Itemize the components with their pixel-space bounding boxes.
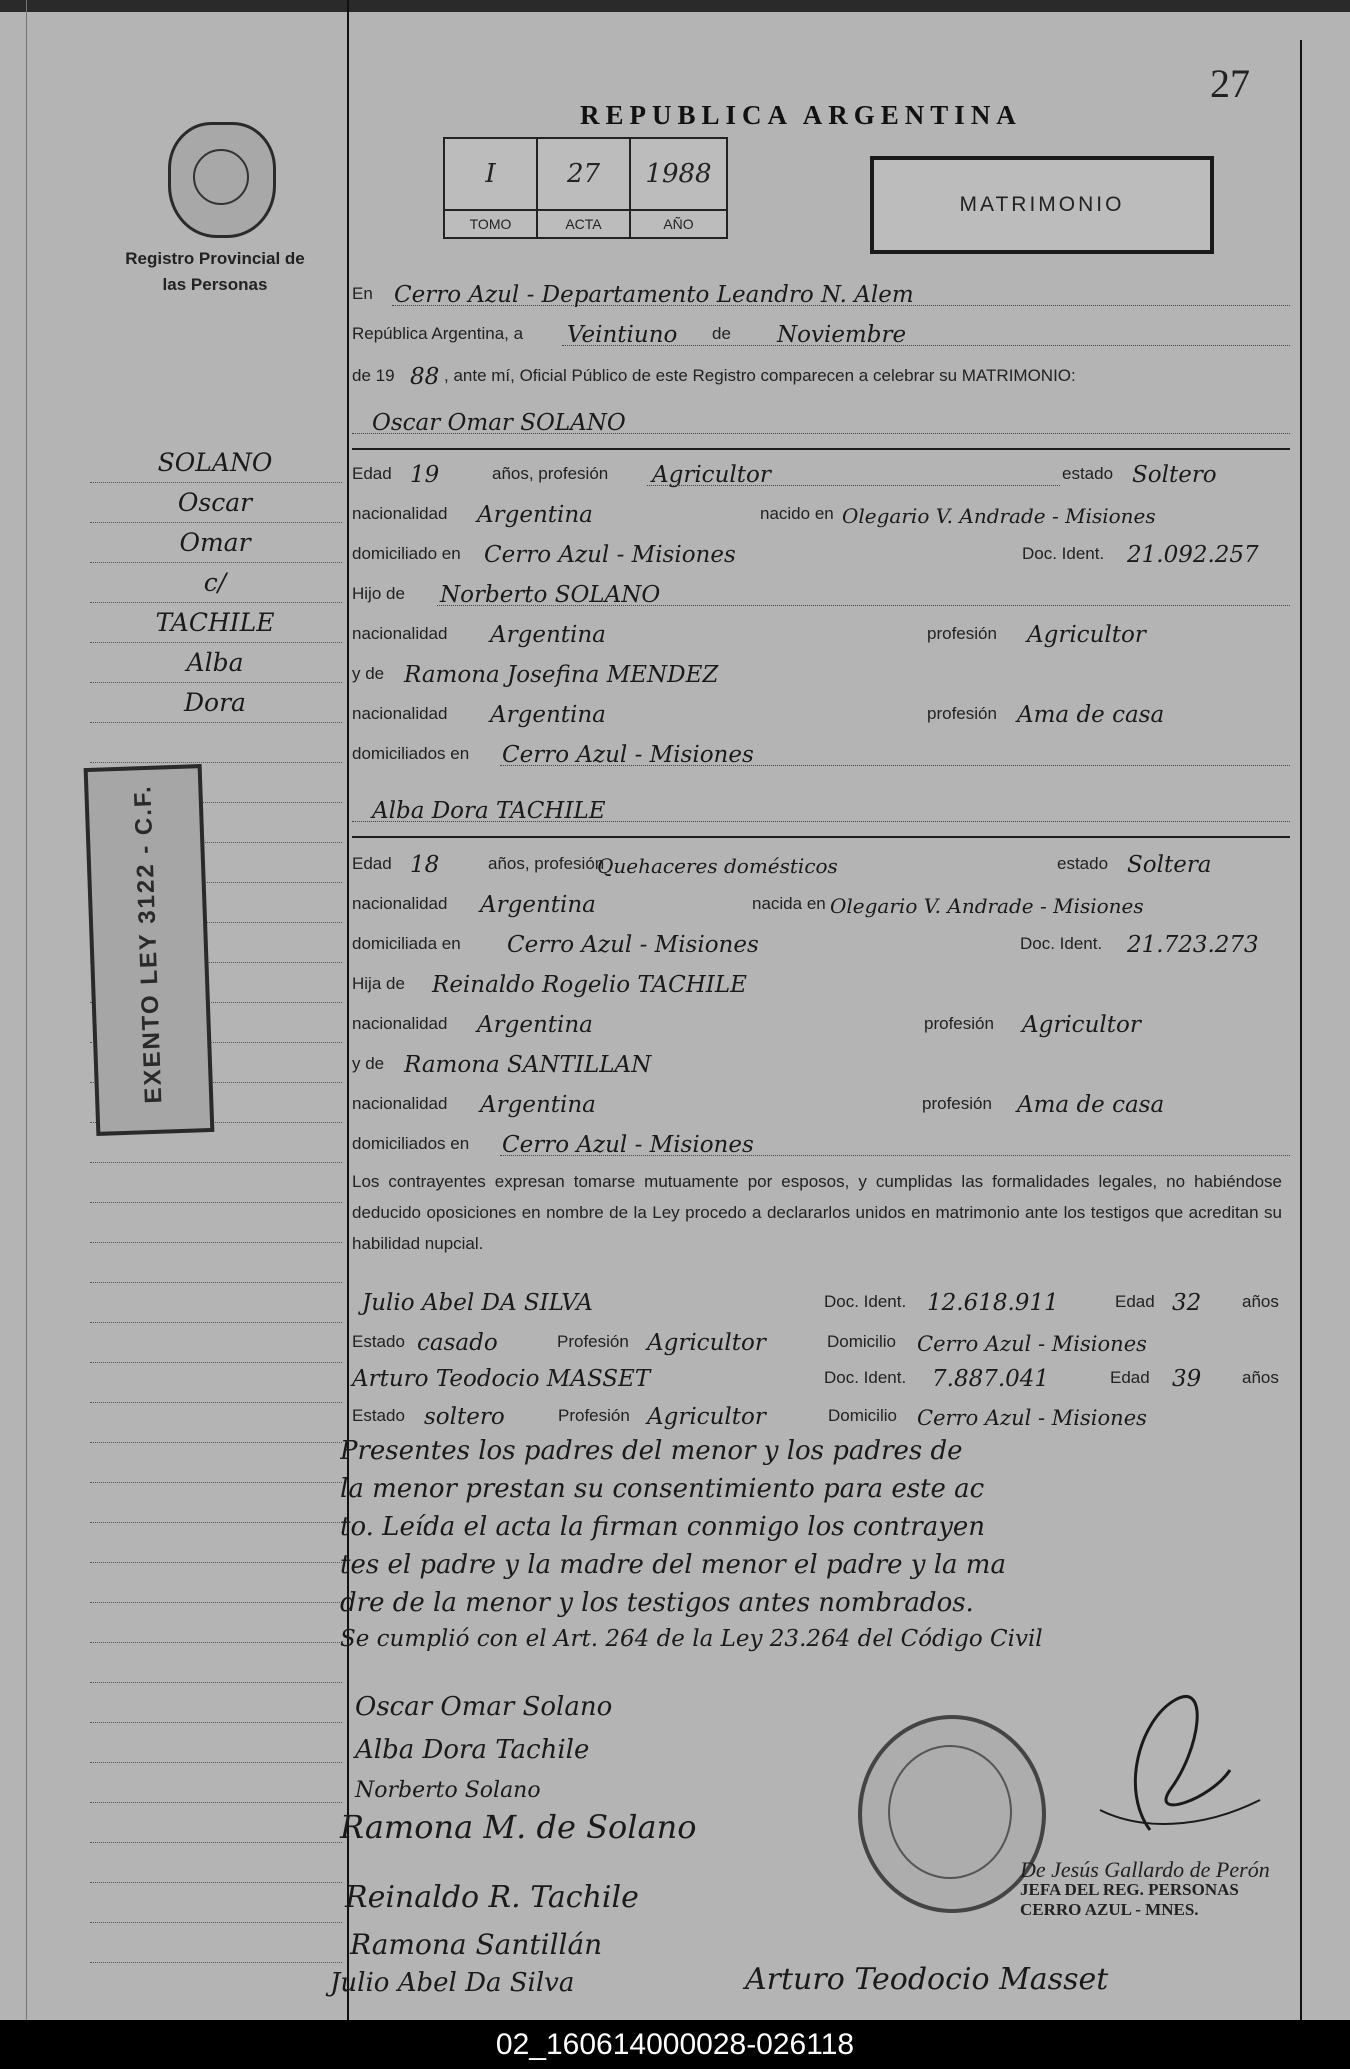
- witness-1-row: Julio Abel DA SILVA Doc. Ident. 12.618.911 Edad 32 años: [362, 1290, 1279, 1316]
- groom-father: Norberto SOLANO: [440, 582, 661, 608]
- official-name: De Jesús Gallardo de Perón: [1020, 1857, 1270, 1882]
- bride-mother-nationality: Argentina: [480, 1092, 596, 1118]
- groom-doc: 21.092.257: [1127, 542, 1259, 568]
- ano-value: 1988: [645, 159, 712, 189]
- margin-name: c/: [203, 568, 227, 597]
- registry-round-stamp: [858, 1715, 1046, 1913]
- groom-age-row: Edad 19 años, profesión Agricultor estado Soltero: [352, 462, 1217, 488]
- intro-date-row: [352, 310, 1290, 350]
- official-title-1: JEFA DEL REG. PERSONAS: [1020, 1880, 1239, 1899]
- bride-parents-domicile-row: domiciliados en Cerro Azul - Misiones: [352, 1120, 1290, 1160]
- margin-rule-line: [90, 1922, 342, 1923]
- bride-mother-nat-row: nacionalidad Argentina profesión Ama de casa: [352, 1092, 1165, 1118]
- ano-label: AÑO: [631, 209, 726, 237]
- acta-cell: [538, 139, 631, 237]
- document-title: REPUBLICA ARGENTINA: [580, 100, 1022, 130]
- bride-father: Reinaldo Rogelio TACHILE: [432, 972, 747, 998]
- groom-mother-profession: Ama de casa: [1017, 702, 1165, 728]
- acta-value: 27: [566, 159, 601, 189]
- act-type-box: [870, 156, 1214, 254]
- note-line: la menor prestan su consentimiento para este ac: [340, 1474, 985, 1504]
- groom-mother: Ramona Josefina MENDEZ: [404, 662, 719, 688]
- groom-parents-domicile: Cerro Azul - Misiones: [502, 742, 754, 768]
- groom-profession: Agricultor: [652, 462, 771, 488]
- margin-rule-line: [90, 1482, 342, 1483]
- witness-2-row: Arturo Teodocio MASSET Doc. Ident. 7.887.041 Edad 39 años: [352, 1366, 1279, 1392]
- margin-rule-line: [90, 762, 342, 763]
- signature: Julio Abel Da Silva: [330, 1968, 575, 1998]
- bride-father-row: Hija de Reinaldo Rogelio TACHILE: [352, 972, 747, 998]
- register-box: [443, 137, 728, 239]
- signature: Arturo Teodocio Masset: [745, 1962, 1109, 1997]
- intro-place: Cerro Azul - Departamento Leandro N. Alem: [394, 282, 914, 308]
- margin-rule-line: [90, 1842, 342, 1843]
- intro-year-row: [352, 352, 1290, 392]
- witness-1-name: Julio Abel DA SILVA: [362, 1290, 593, 1316]
- witness-2-doc: 7.887.041: [932, 1366, 1050, 1392]
- right-border: [1300, 40, 1302, 2020]
- margin-rule-line: [90, 1682, 342, 1683]
- scan-footer-id: 02_160614000028-026118: [0, 2020, 1350, 2069]
- margin-rule-line: [90, 722, 342, 723]
- intro-day: Veintiuno: [567, 322, 678, 348]
- groom-father-nationality: Argentina: [490, 622, 606, 648]
- bride-birthplace: Olegario V. Andrade - Misiones: [830, 894, 1144, 918]
- witness-1-doc: 12.618.911: [927, 1290, 1059, 1316]
- witness-2-domicile: Cerro Azul - Misiones: [917, 1406, 1147, 1430]
- signature: Oscar Omar Solano: [355, 1692, 613, 1722]
- bride-nationality: Argentina: [480, 892, 596, 918]
- witness-1-status: casado: [417, 1330, 498, 1356]
- en-label: En: [352, 284, 373, 303]
- bride-nationality-row: nacionalidad Argentina nacida en Olegario V. Andrade - Misiones: [352, 892, 1144, 918]
- bride-mother: Ramona SANTILLAN: [404, 1052, 652, 1078]
- groom-father-row: Hijo de Norberto SOLANO: [352, 570, 1290, 610]
- groom-nationality-row: nacionalidad Argentina nacido en Olegario V. Andrade - Misiones: [352, 502, 1156, 528]
- margin-rule-line: [90, 1402, 342, 1403]
- witness-1-domicile: Cerro Azul - Misiones: [917, 1332, 1147, 1356]
- margin-rule-line: [90, 1362, 342, 1363]
- witness-2-name: Arturo Teodocio MASSET: [352, 1366, 651, 1392]
- margin-rule-line: [90, 1562, 342, 1563]
- provincial-seal-icon: [168, 122, 276, 238]
- bride-mother-profession: Ama de casa: [1017, 1092, 1165, 1118]
- signature: Ramona Santillán: [350, 1928, 603, 1961]
- registry-name: Registro Provincial de las Personas: [125, 249, 305, 294]
- witness-1-profession: Agricultor: [647, 1330, 766, 1356]
- bride-name-row: [352, 786, 1290, 826]
- note-line: tes el padre y la madre del menor el padre y la ma: [340, 1550, 1006, 1580]
- groom-domicile-row: domiciliado en Cerro Azul - Misiones Doc. Ident. 21.092.257: [352, 542, 1259, 568]
- intro-month: Noviembre: [777, 322, 907, 348]
- margin-rule-line: [90, 482, 342, 483]
- margin-rule-line: [90, 682, 342, 683]
- left-border: [26, 0, 27, 2020]
- note-line: dre de la menor y los testigos antes nombrados.: [340, 1588, 974, 1618]
- signature: Norberto Solano: [355, 1778, 541, 1803]
- official-signature-icon: [1080, 1680, 1280, 1850]
- ano-cell: [631, 139, 726, 237]
- margin-rule-line: [90, 1882, 342, 1883]
- margin-rule-line: [90, 1722, 342, 1723]
- tomo-cell: [445, 139, 538, 237]
- bride-civil-status: Soltera: [1127, 852, 1212, 878]
- witness-2-age: 39: [1172, 1366, 1202, 1392]
- signature: Reinaldo R. Tachile: [345, 1880, 639, 1915]
- declaration-text: Los contrayentes expresan tomarse mutuamente por esposos, y cumplidas las formalidades legales, no habiéndose deducido oposiciones en nombre de la Ley procedo a declararlos unidos en matrimonio ante los testigos que acreditan su habilidad nupcial.: [352, 1172, 1282, 1253]
- bride-age: 18: [410, 852, 440, 878]
- margin-rule-line: [90, 1162, 342, 1163]
- groom-age: 19: [410, 462, 440, 488]
- margin-rule-line: [90, 522, 342, 523]
- bride-doc: 21.723.273: [1127, 932, 1259, 958]
- official-stamp: [1020, 1857, 1270, 1920]
- margin-rule-line: [90, 1282, 342, 1283]
- bride-mother-row: y de Ramona SANTILLAN: [352, 1052, 652, 1078]
- note-line: Presentes los padres del menor y los padres de: [340, 1436, 963, 1466]
- groom-parents-domicile-row: domiciliados en Cerro Azul - Misiones: [352, 730, 1290, 770]
- page-number: 27: [1210, 61, 1250, 106]
- year-prefix: de 19: [352, 366, 395, 385]
- witness-1-detail-row: Estado casado Profesión Agricultor Domicilio Cerro Azul - Misiones: [352, 1330, 1147, 1356]
- margin-rule-line: [90, 1202, 342, 1203]
- scan-top-edge: [0, 0, 1350, 12]
- tomo-value: I: [485, 159, 496, 189]
- bride-profession: Quehaceres domésticos: [597, 854, 838, 878]
- margin-rule-line: [90, 602, 342, 603]
- bride-father-nat-row: nacionalidad Argentina profesión Agricultor: [352, 1012, 1141, 1038]
- bride-parents-domicile: Cerro Azul - Misiones: [502, 1132, 754, 1158]
- act-type: MATRIMONIO: [959, 193, 1125, 216]
- margin-rule-line: [90, 1762, 342, 1763]
- groom-civil-status: Soltero: [1132, 462, 1217, 488]
- official-title-2: CERRO AZUL - MNES.: [1020, 1900, 1199, 1919]
- margin-name: Dora: [184, 688, 246, 717]
- margin-name: TACHILE: [155, 608, 275, 637]
- margin-rule-line: [90, 1322, 342, 1323]
- groom-mother-nationality: Argentina: [490, 702, 606, 728]
- exento-stamp-text: EXENTO LEY 3122 - C.F.: [129, 784, 168, 1105]
- acta-label: ACTA: [538, 209, 629, 237]
- margin-rule-line: [90, 1522, 342, 1523]
- note-line: to. Leída el acta la firman conmigo los contrayen: [340, 1512, 986, 1542]
- bride-name: Alba Dora TACHILE: [372, 798, 606, 824]
- witness-2-profession: Agricultor: [647, 1404, 766, 1430]
- groom-domicile: Cerro Azul - Misiones: [484, 542, 736, 568]
- groom-name: Oscar Omar SOLANO: [372, 410, 626, 436]
- margin-rule-line: [90, 1242, 342, 1243]
- margin-rule-line: [90, 1602, 342, 1603]
- groom-name-row: [352, 398, 1290, 438]
- groom-mother-nat-row: nacionalidad Argentina profesión Ama de casa: [352, 702, 1165, 728]
- groom-father-nat-row: nacionalidad Argentina profesión Agricultor: [352, 622, 1146, 648]
- margin-rule-line: [90, 1802, 342, 1803]
- bride-father-profession: Agricultor: [1022, 1012, 1141, 1038]
- margin-name: SOLANO: [157, 448, 273, 477]
- margin-name: Oscar: [177, 488, 253, 517]
- intro-place-row: [352, 270, 1290, 310]
- signature: Alba Dora Tachile: [355, 1735, 590, 1765]
- margin-name: Omar: [179, 528, 251, 557]
- margin-name: Alba: [186, 648, 244, 677]
- year-suffix: 88: [410, 364, 440, 390]
- witness-2-status: soltero: [424, 1404, 505, 1430]
- de-label: de: [712, 324, 731, 343]
- margin-divider: [347, 0, 349, 2020]
- bride-domicile-row: domiciliada en Cerro Azul - Misiones Doc. Ident. 21.723.273: [352, 932, 1259, 958]
- margin-rule-line: [90, 642, 342, 643]
- bride-domicile: Cerro Azul - Misiones: [507, 932, 759, 958]
- note-line: Se cumplió con el Art. 264 de la Ley 23.264 del Código Civil: [340, 1626, 1043, 1652]
- signature: Ramona M. de Solano: [340, 1808, 697, 1846]
- groom-birthplace: Olegario V. Andrade - Misiones: [842, 504, 1156, 528]
- witness-1-age: 32: [1172, 1290, 1202, 1316]
- margin-rule-line: [90, 1962, 342, 1963]
- country-label: República Argentina, a: [352, 324, 524, 343]
- groom-mother-row: y de Ramona Josefina MENDEZ: [352, 662, 719, 688]
- margin-rule-line: [90, 1442, 342, 1443]
- exento-stamp: [84, 764, 215, 1136]
- bride-father-nationality: Argentina: [477, 1012, 593, 1038]
- bride-age-row: Edad 18 años, profesión Quehaceres domésticos estado Soltera: [352, 852, 1212, 878]
- margin-rule-line: [90, 562, 342, 563]
- witness-2-detail-row: Estado soltero Profesión Agricultor Domicilio Cerro Azul - Misiones: [352, 1404, 1147, 1430]
- groom-nationality: Argentina: [477, 502, 593, 528]
- margin-rule-line: [90, 1642, 342, 1643]
- intro-statement: , ante mí, Oficial Público de este Registro comparecen a celebrar su MATRIMONIO:: [444, 366, 1076, 385]
- groom-father-profession: Agricultor: [1027, 622, 1146, 648]
- tomo-label: TOMO: [445, 209, 536, 237]
